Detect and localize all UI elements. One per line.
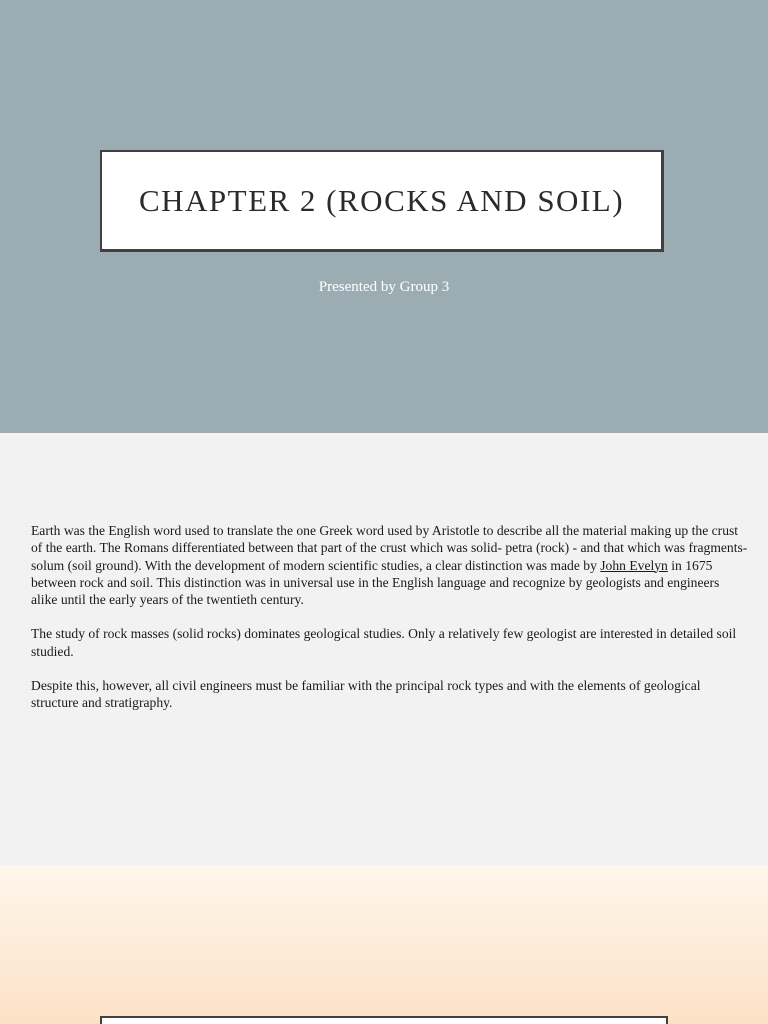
paragraph-2: The study of rock masses (solid rocks) dominates geological studies. Only a relatively few geologist are interested in detailed soil studied. <box>31 626 737 659</box>
slide-subtitle: Presented by Group 3 <box>318 279 450 295</box>
next-slide-partial <box>0 866 768 1024</box>
john-evelyn-link[interactable]: John Evelyn <box>600 557 668 573</box>
paragraph-1-text-b: in 1675 between rock and soil. This distinction was in universal use in the English language and recognize by geologists and engineers alike until the early years of the twentieth century. <box>31 557 720 608</box>
paragraph-1 <box>31 522 749 608</box>
content-slide <box>0 433 768 866</box>
slide-body <box>31 522 749 729</box>
title-slide <box>0 0 768 433</box>
paragraph-1-text-a: Earth was the English word used to translate the one Greek word used by Aristotle to describe all the material making up the crust of the earth. The Romans differentiated between that part of the crust which was solid- petra (rock) - and that which was fragments- solum (soil ground). With the development of modern scientific studies, a clear distinction was made by <box>31 523 748 573</box>
slide-title: CHAPTER 2 (ROCKS AND SOIL) <box>138 182 625 218</box>
paragraph-3: Despite this, however, all civil engineers must be familiar with the principal rock types and with the elements of geological structure and stratigraphy. <box>31 678 701 711</box>
title-box <box>100 150 664 252</box>
next-slide-title-box <box>100 1016 668 1024</box>
